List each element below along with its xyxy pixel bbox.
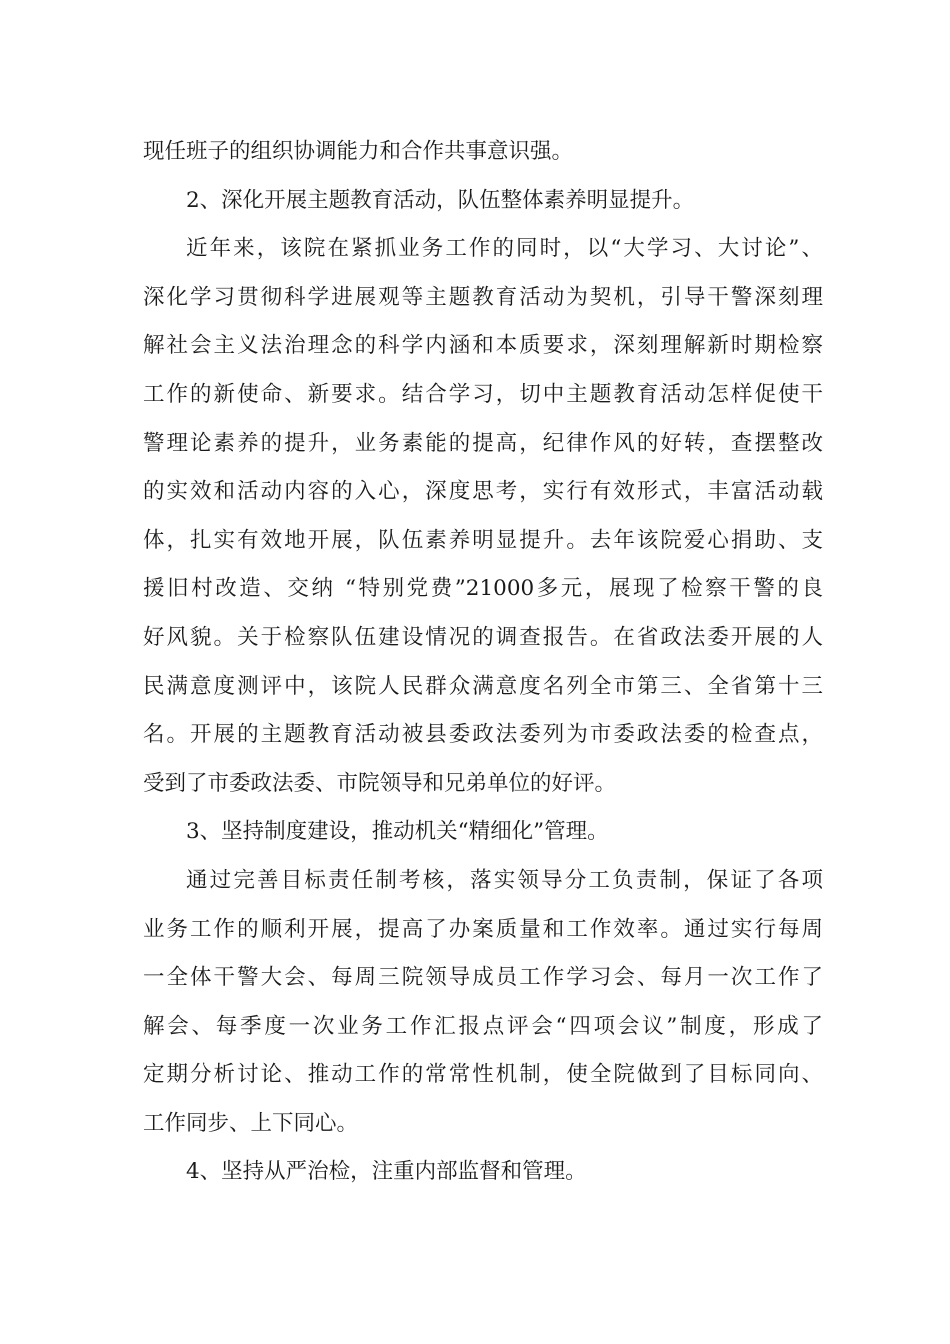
paragraph-line: 解会、每季度一次业务工作汇报点评会“四项会议”制度，形成了 <box>143 1013 823 1039</box>
paragraph-line: 解社会主义法治理念的科学内涵和本质要求，深刻理解新时期检察 <box>143 333 823 359</box>
section-heading: 4、坚持从严治检，注重内部监督和管理。 <box>186 1159 587 1185</box>
paragraph-line: 好风貌。关于检察队伍建设情况的调查报告。在省政法委开展的人 <box>143 624 823 650</box>
document-body <box>143 128 823 1197</box>
paragraph-line: 名。开展的主题教育活动被县委政法委列为市委政法委的检查点， <box>143 722 823 748</box>
paragraph-line: 通过完善目标责任制考核，落实领导分工负责制，保证了各项 <box>186 867 823 893</box>
section-heading: 2、深化开展主题教育活动，队伍整体素养明显提升。 <box>186 187 695 213</box>
paragraph-line: 工作同步、上下同心。 <box>143 1110 359 1136</box>
paragraph-line: 深化学习贯彻科学进展观等主题教育活动为契机，引导干警深刻理 <box>143 284 823 310</box>
paragraph-line: 现任班子的组织协调能力和合作共事意识强。 <box>143 139 574 164</box>
paragraph-line: 定期分析讨论、推动工作的常常性机制，使全院做到了目标同向、 <box>143 1062 823 1088</box>
paragraph-line: 民满意度测评中，该院人民群众满意度名列全市第三、全省第十三 <box>143 673 823 699</box>
paragraph-line: 近年来，该院在紧抓业务工作的同时，以“大学习、大讨论”、 <box>186 236 823 262</box>
paragraph-line: 业务工作的顺利开展，提高了办案质量和工作效率。通过实行每周 <box>143 916 823 942</box>
paragraph-line: 工作的新使命、新要求。结合学习，切中主题教育活动怎样促使干 <box>143 381 823 407</box>
paragraph-line: 受到了市委政法委、市院领导和兄弟单位的好评。 <box>143 770 617 796</box>
paragraph-line: 援旧村改造、交纳 “特别党费”21000多元，展现了检察干警的良 <box>143 576 823 602</box>
paragraph-line: 的实效和活动内容的入心，深度思考，实行有效形式，丰富活动载 <box>143 479 823 505</box>
section-heading: 3、坚持制度建设，推动机关“精细化”管理。 <box>186 819 609 845</box>
paragraph-line: 体，扎实有效地开展，队伍素养明显提升。去年该院爱心捐助、支 <box>143 527 823 553</box>
paragraph-line: 警理论素养的提升，业务素能的提高，纪律作风的好转，查摆整改 <box>143 430 823 456</box>
paragraph-line: 一全体干警大会、每周三院领导成员工作学习会、每月一次工作了 <box>143 965 823 991</box>
